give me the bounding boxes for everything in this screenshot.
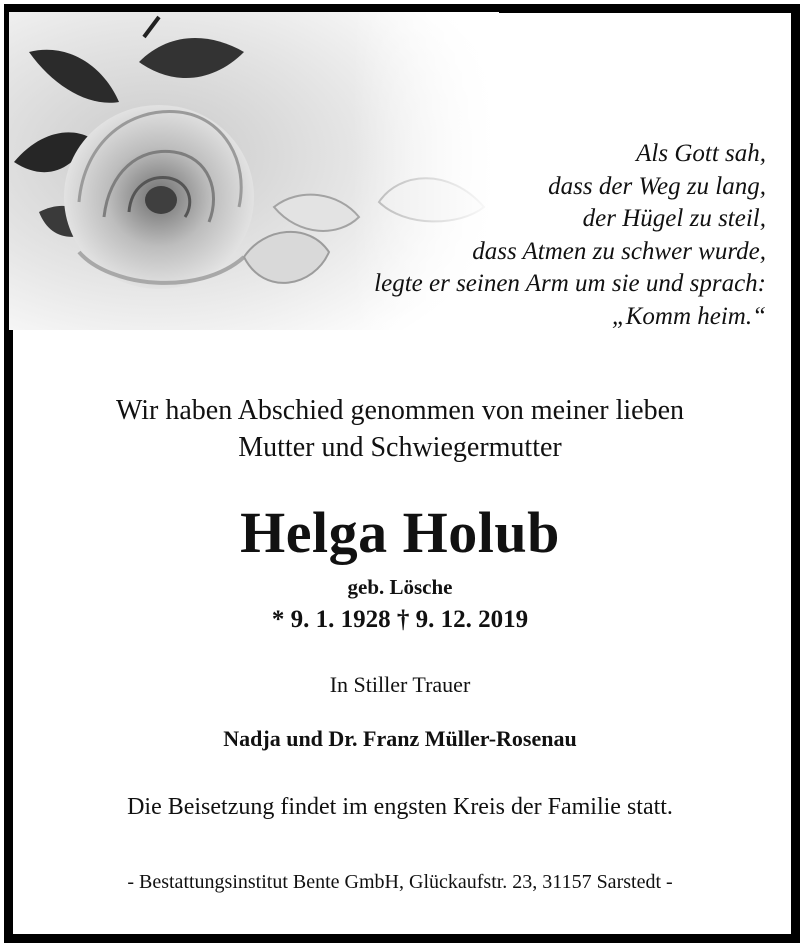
family-names: Nadja und Dr. Franz Müller-Rosenau xyxy=(223,726,577,751)
undertaker-info: - Bestattungsinstitut Bente GmbH, Glückaufstr. 23, 31157 Sarstedt - xyxy=(127,871,673,893)
deceased-name: Helga Holub xyxy=(240,500,560,565)
life-dates: * 9. 1. 1928 † 9. 12. 2019 xyxy=(271,606,529,633)
poem-line: legte er seinen Arm um sie und sprach: xyxy=(374,270,766,298)
poem-line: „Komm heim.“ xyxy=(611,302,766,330)
intro-text xyxy=(0,392,800,466)
intro-line-2: Mutter und Schwiegermutter xyxy=(238,432,562,463)
poem-line: Als Gott sah, xyxy=(636,140,766,167)
burial-notice: Die Beisetzung findet im engsten Kreis der Familie statt. xyxy=(127,794,673,820)
poem-line: dass Atmen zu schwer wurde, xyxy=(472,237,766,265)
poem-line: dass der Weg zu lang, xyxy=(548,172,766,200)
poem-line: der Hügel zu steil, xyxy=(582,205,766,233)
birth-name: geb. Lösche xyxy=(347,575,453,599)
poem xyxy=(374,138,766,334)
mourning-text: In Stiller Trauer xyxy=(329,672,471,697)
intro-line-1: Wir haben Abschied genommen von meiner lieben xyxy=(115,395,685,426)
